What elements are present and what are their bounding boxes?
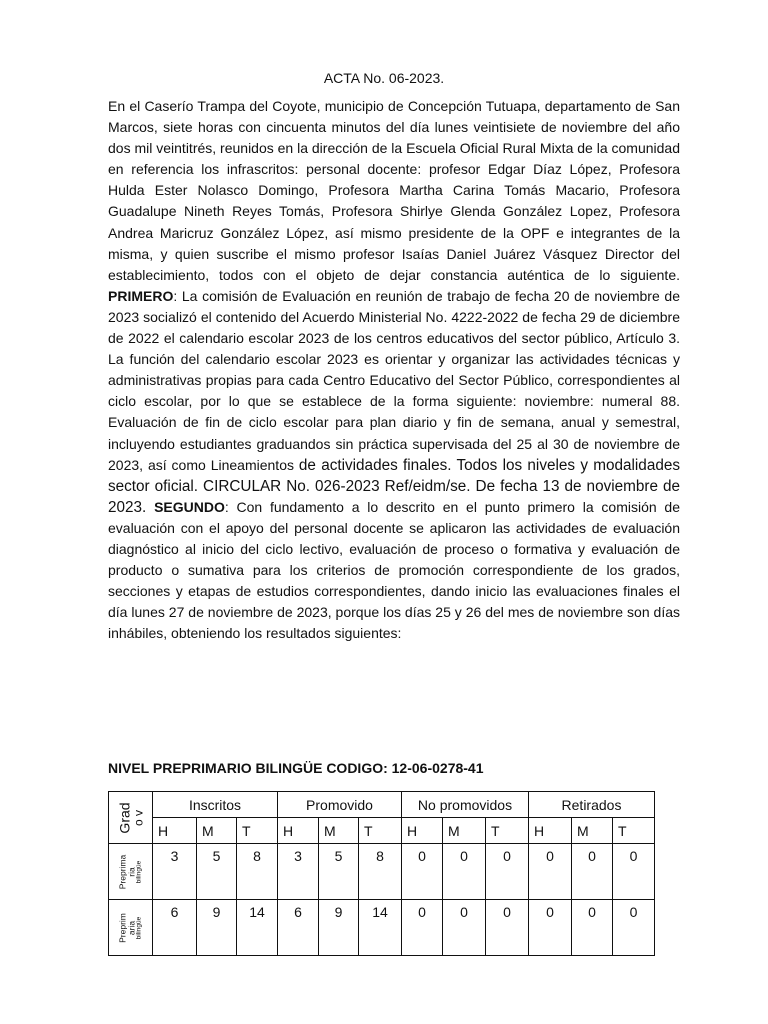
table-cell: 0: [402, 844, 443, 900]
paragraph-primero: : La comisión de Evaluación en reunión de trabajo de fecha 20 de noviembre de 2023 socializó el contenido del Acuerdo Ministerial No. 4222-2022 de fecha 29 de diciembre de 2022 el calendario escolar 2023 de los centros educativos del sector público, Artículo 3. La función del calendario escolar 2023 es orientar y organizar las actividades técnicas y administrativas propias para cada Centro Educativo del Sector Público, correspondientes al ciclo escolar, por lo que se establece de la forma siguiente: noviembre: numeral 88. Evaluación de fin de ciclo escolar para plan diario y fin de semana, anual y semestral, incluyendo estudiantes graduandos sin práctica supervisada del 25 al 30 de noviembre de 2023, así como Lineamientos: [108, 287, 680, 473]
segundo-label: SEGUNDO: [154, 498, 225, 515]
subheader-cell: H: [153, 818, 197, 844]
row-label-line: bilingüe: [135, 916, 143, 939]
table-cell: 0: [572, 844, 613, 900]
group-header-no-promovidos: No promovidos: [402, 792, 529, 818]
table-cell: 0: [613, 900, 655, 956]
row-label-line: ria: [126, 866, 137, 877]
table-cell: 0: [529, 900, 572, 956]
row-label-line: Preprim: [117, 912, 128, 943]
subheader-cell: H: [402, 818, 443, 844]
subheader-cell: H: [278, 818, 319, 844]
results-table: [108, 791, 655, 956]
row-label-line: bilingüe: [135, 860, 143, 883]
table-cell: 3: [153, 844, 197, 900]
group-header-inscritos: Inscritos: [153, 792, 278, 818]
table-cell: 0: [443, 900, 486, 956]
table-cell: 14: [359, 900, 402, 956]
table-cell: 0: [486, 844, 529, 900]
grado-header-label: Grad: [115, 801, 132, 834]
table-cell: 8: [359, 844, 402, 900]
row-label-line: Preprima: [117, 854, 128, 889]
table-cell: 6: [278, 900, 319, 956]
row-grade-label: [109, 844, 153, 900]
subheader-cell: M: [197, 818, 237, 844]
subheader-cell: M: [443, 818, 486, 844]
table-header-row: [109, 792, 655, 818]
group-header-retirados: Retirados: [529, 792, 655, 818]
table-cell: 9: [197, 900, 237, 956]
table-cell: 5: [319, 844, 359, 900]
subheader-cell: M: [572, 818, 613, 844]
grado-header-sublabel: o v: [130, 809, 145, 826]
table-cell: 0: [613, 844, 655, 900]
subheader-cell: T: [613, 818, 655, 844]
primero-label: PRIMERO: [108, 287, 174, 304]
table-cell: 3: [278, 844, 319, 900]
row-grade-label: [109, 900, 153, 956]
table-row: [109, 900, 655, 956]
subheader-cell: T: [486, 818, 529, 844]
table-cell: 6: [153, 900, 197, 956]
subheader-cell: T: [237, 818, 278, 844]
table-subheader-row: [109, 818, 655, 844]
row-label-line: aria: [126, 920, 137, 935]
table-cell: 8: [237, 844, 278, 900]
paragraph-circular: de actividades finales. Todos los niveles y modalidades sector oficial. CIRCULAR No. 026-2023 Ref/eidm/se. De fecha 13 de noviembre de 2023.: [108, 456, 680, 516]
section-title: NIVEL PREPRIMARIO BILINGÜE CODIGO: 12-06-0278-41: [108, 760, 484, 776]
table-row: [109, 844, 655, 900]
subheader-cell: M: [319, 818, 359, 844]
paragraph-intro: En el Caserío Trampa del Coyote, municipio de Concepción Tutuapa, departamento de San Marcos, siete horas con cincuenta minutos del día lunes veintisiete de noviembre del año dos mil veintitrés, reunidos en la dirección de la Escuela Oficial Rural Mixta de la comunidad en referencia los infrascritos: personal docente: profesor Edgar Díaz López, Profesora Hulda Ester Nolasco Domingo, Profesora Martha Carina Tomás Macario, Profesora Guadalupe Nineth Reyes Tomás, Profesora Shirlye Glenda González Lopez, Profesora Andrea Maricruz González López, así mismo presidente de la OPF e integrantes de la misma, y quien suscribe el mismo profesor Isaías Daniel Juárez Vásquez Director del establecimiento, todos con el objeto de dejar constancia auténtica de lo siguiente.: [108, 98, 680, 283]
table-cell: 0: [572, 900, 613, 956]
table-cell: 9: [319, 900, 359, 956]
table-cell: 0: [443, 844, 486, 900]
grado-header-cell: [109, 792, 153, 844]
body-paragraph: [108, 96, 680, 644]
subheader-cell: T: [359, 818, 402, 844]
table-cell: 0: [402, 900, 443, 956]
table-cell: 0: [486, 900, 529, 956]
subheader-cell: H: [529, 818, 572, 844]
table-cell: 14: [237, 900, 278, 956]
paragraph-segundo: : Con fundamento a lo descrito en el punto primero la comisión de evaluación con el apoyo del personal docente se aplicaron las actividades de evaluación diagnóstico al inicio del ciclo lectivo, evaluación de proceso o formativa y evaluación de producto o sumativa para los criterios de promoción correspondiente de los grados, secciones y etapas de estudios correspondientes, dando inicio las evaluaciones finales el día lunes 27 de noviembre de 2023, porque los días 25 y 26 del mes de noviembre son días inhábiles, obteniendo los resultados siguientes:: [108, 498, 680, 642]
document-title: ACTA No. 06-2023.: [323, 70, 445, 86]
group-header-promovido: Promovido: [278, 792, 402, 818]
table-cell: 5: [197, 844, 237, 900]
table-cell: 0: [529, 844, 572, 900]
